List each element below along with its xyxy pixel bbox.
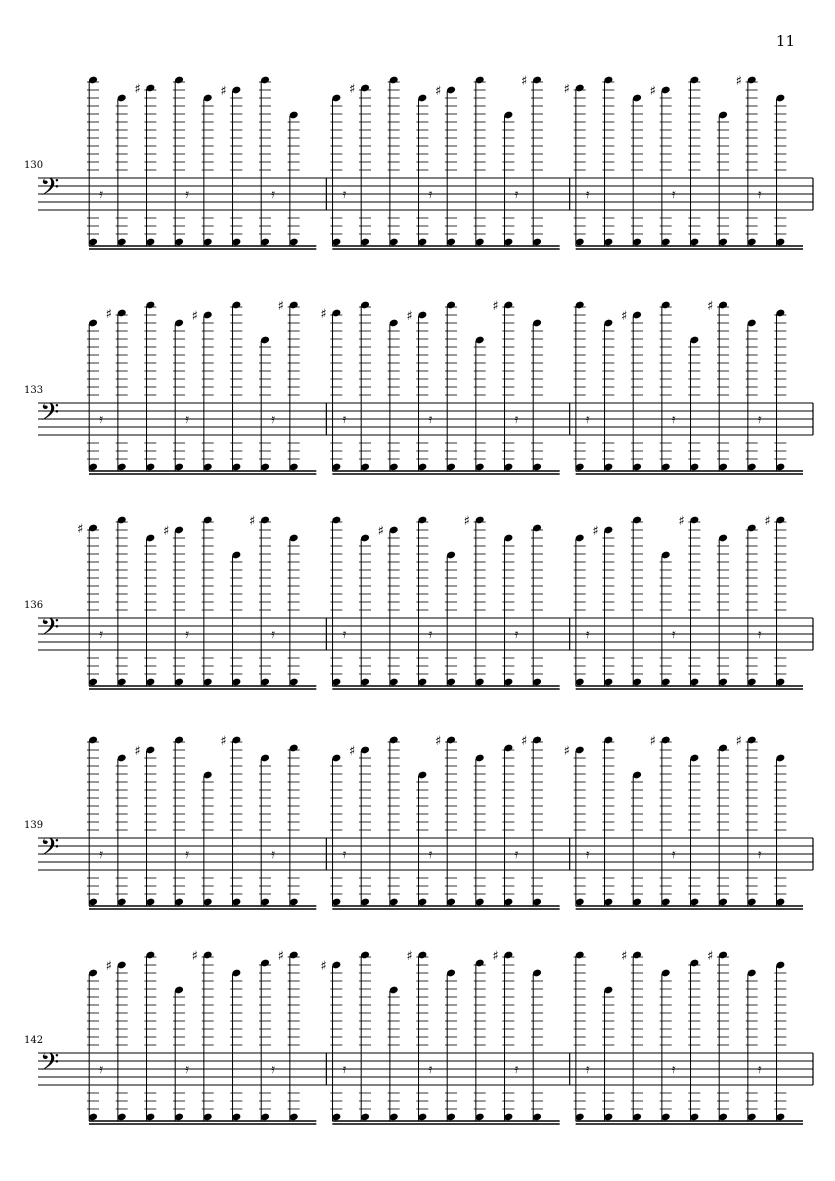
sharp-icon: ♯ [134,82,141,97]
sixteenth-rest-icon: 𝄿 [271,412,275,427]
sixteenth-rest-icon: 𝄿 [271,627,275,642]
sixteenth-rest-icon: 𝄿 [757,187,762,202]
sharp-icon: ♯ [77,522,84,537]
sixteenth-rest-icon: 𝄿 [185,1062,189,1077]
sharp-icon: ♯ [707,949,714,964]
sixteenth-rest-icon: 𝄿 [428,627,433,642]
sharp-icon: ♯ [191,309,198,324]
sixteenth-rest-icon: 𝄿 [185,627,189,642]
staff [20,285,820,485]
sixteenth-rest-icon: 𝄿 [99,1062,103,1077]
sharp-icon: ♯ [707,299,714,314]
sharp-icon: ♯ [592,524,599,539]
bass-clef-icon: 𝄢 [40,173,60,208]
sixteenth-rest-icon: 𝄿 [671,847,676,862]
sharp-icon: ♯ [764,514,771,529]
sixteenth-rest-icon: 𝄿 [514,412,519,427]
staff [20,935,820,1135]
sharp-icon: ♯ [377,524,384,539]
system-136 [20,500,820,695]
sharp-icon: ♯ [277,949,284,964]
sixteenth-rest-icon: 𝄿 [514,627,519,642]
sharp-icon: ♯ [406,949,413,964]
sharp-icon: ♯ [521,734,528,749]
system-139 [20,720,820,915]
sixteenth-rest-icon: 𝄿 [514,847,519,862]
sharp-icon: ♯ [521,74,528,89]
sharp-icon: ♯ [563,744,570,759]
sharp-icon: ♯ [191,949,198,964]
sixteenth-rest-icon: 𝄿 [757,1062,762,1077]
sixteenth-rest-icon: 𝄿 [671,1062,676,1077]
sixteenth-rest-icon: 𝄿 [671,187,676,202]
sharp-icon: ♯ [621,949,628,964]
bass-clef-icon: 𝄢 [40,1048,60,1083]
sixteenth-rest-icon: 𝄿 [271,1062,275,1077]
sixteenth-rest-icon: 𝄿 [271,187,275,202]
measure-number: 133 [24,385,44,396]
sixteenth-rest-icon: 𝄿 [671,412,676,427]
measure-number: 142 [24,1035,44,1046]
sixteenth-rest-icon: 𝄿 [428,412,433,427]
system-133 [20,285,820,480]
sharp-icon: ♯ [105,307,112,322]
sharp-icon: ♯ [134,744,141,759]
sixteenth-rest-icon: 𝄿 [514,1062,519,1077]
sharp-icon: ♯ [563,82,570,97]
sixteenth-rest-icon: 𝄿 [757,412,762,427]
staff [20,500,820,700]
sharp-icon: ♯ [621,309,628,324]
sharp-icon: ♯ [349,744,356,759]
sixteenth-rest-icon: 𝄿 [99,187,103,202]
sixteenth-rest-icon: 𝄿 [671,627,676,642]
sharp-icon: ♯ [735,74,742,89]
sixteenth-rest-icon: 𝄿 [342,1062,347,1077]
sharp-icon: ♯ [492,299,499,314]
sharp-icon: ♯ [163,524,170,539]
sharp-icon: ♯ [220,734,227,749]
sixteenth-rest-icon: 𝄿 [342,627,347,642]
sharp-icon: ♯ [277,299,284,314]
sixteenth-rest-icon: 𝄿 [99,847,103,862]
sixteenth-rest-icon: 𝄿 [342,187,347,202]
sharp-icon: ♯ [249,514,256,529]
sharp-icon: ♯ [320,307,327,322]
sharp-icon: ♯ [435,84,442,99]
sixteenth-rest-icon: 𝄿 [585,847,590,862]
bass-clef-icon: 𝄢 [40,398,60,433]
sixteenth-rest-icon: 𝄿 [185,412,189,427]
sharp-icon: ♯ [649,734,656,749]
sixteenth-rest-icon: 𝄿 [514,187,519,202]
sixteenth-rest-icon: 𝄿 [99,627,103,642]
sharp-icon: ♯ [105,959,112,974]
sixteenth-rest-icon: 𝄿 [342,847,347,862]
sixteenth-rest-icon: 𝄿 [757,627,762,642]
sharp-icon: ♯ [463,514,470,529]
sharp-icon: ♯ [492,949,499,964]
sixteenth-rest-icon: 𝄿 [585,1062,590,1077]
system-130 [20,60,820,255]
sixteenth-rest-icon: 𝄿 [428,187,433,202]
sharp-icon: ♯ [406,309,413,324]
page-number: 11 [775,32,795,50]
measure-number: 130 [24,160,44,171]
sixteenth-rest-icon: 𝄿 [99,412,103,427]
sharp-icon: ♯ [678,514,685,529]
sixteenth-rest-icon: 𝄿 [428,1062,433,1077]
sixteenth-rest-icon: 𝄿 [185,847,189,862]
sixteenth-rest-icon: 𝄿 [585,412,590,427]
sixteenth-rest-icon: 𝄿 [342,412,347,427]
sixteenth-rest-icon: 𝄿 [585,187,590,202]
staff [20,60,820,260]
sharp-icon: ♯ [649,84,656,99]
sharp-icon: ♯ [349,82,356,97]
sixteenth-rest-icon: 𝄿 [428,847,433,862]
staff [20,720,820,920]
measure-number: 136 [24,600,44,611]
sixteenth-rest-icon: 𝄿 [757,847,762,862]
measure-number: 139 [24,820,44,831]
sixteenth-rest-icon: 𝄿 [585,627,590,642]
sixteenth-rest-icon: 𝄿 [271,847,275,862]
bass-clef-icon: 𝄢 [40,613,60,648]
sixteenth-rest-icon: 𝄿 [185,187,189,202]
system-142 [20,935,820,1130]
sharp-icon: ♯ [220,84,227,99]
bass-clef-icon: 𝄢 [40,833,60,868]
sharp-icon: ♯ [735,734,742,749]
sharp-icon: ♯ [435,734,442,749]
sharp-icon: ♯ [320,959,327,974]
